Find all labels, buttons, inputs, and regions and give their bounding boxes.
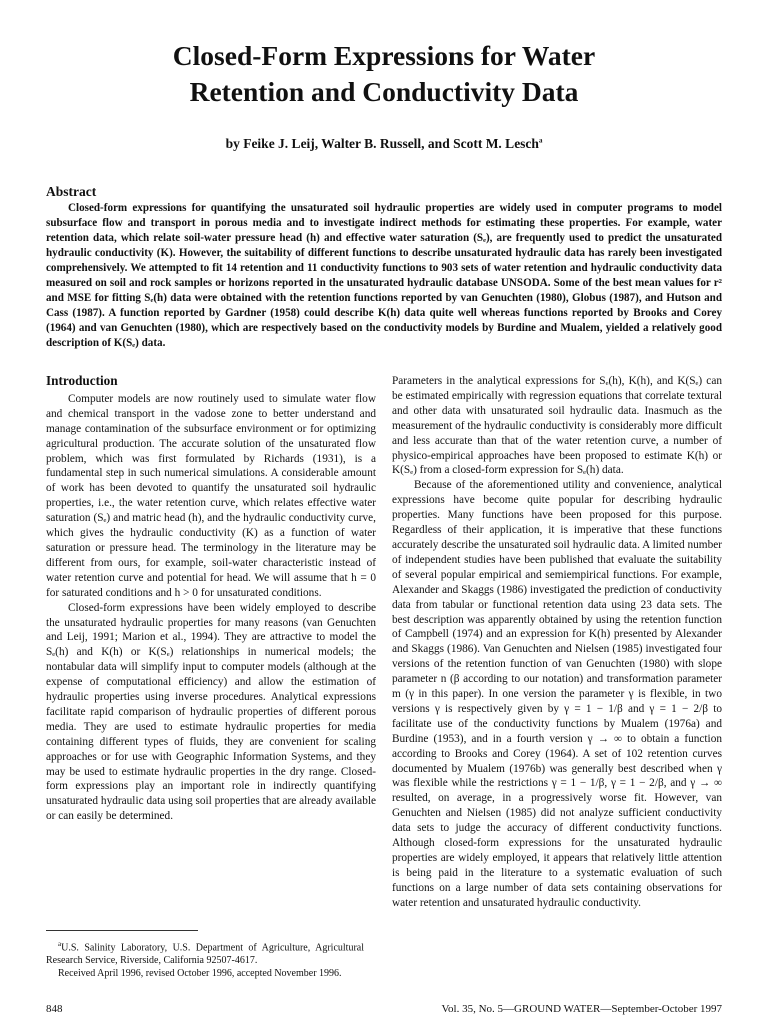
page-number: 848 [46,1003,63,1015]
author-line [0,136,768,152]
journal-citation: Vol. 35, No. 5—GROUND WATER—September-October 1997 [441,1003,722,1015]
right-paragraph-1: Parameters in the analytical expressions for Sₑ(h), K(h), and K(Sₑ) can be estimated empirically with regression equations that correlate textural and other data with unsaturated soil hydraulic data. Inasmuch as the measurement of the hydraulic conductivity is considerably more difficult and less accurate than that of the water retention curve, a number of physico-empirical approaches have been proposed to estimate K(h) or K(Sₑ) from a closed-form expression for Sₑ(h) data. [392,375,722,477]
footnote-block [46,938,364,980]
author-footnote-mark: a [538,136,543,145]
right-column [392,374,722,911]
author-names: by Feike J. Leij, Walter B. Russell, and Scott M. Lesch [225,136,539,151]
title-line-2: Retention and Conductivity Data [189,76,579,107]
footnote-divider [46,930,198,931]
received-dates: Received April 1996, revised October 1996, accepted November 1996. [58,968,342,980]
right-paragraph-2: Because of the aforementioned utility and convenience, analytical expressions have become quite popular for describing hydraulic properties. Many functions have been proposed for this purpose. Regardless of their application, it is imperative that these functions accurately describe the unsaturated soil hydraulic data. A limited number of independent studies have been published that evaluate the suitability of several popular empirical and semiempirical functions. For example, Alexander and Skaggs (1986) investigated the prediction of conductivity data from tabular or functional retention data using 23 data sets. The best description was apparently obtained by using the retention function of Campbell (1974) and an expression for K(h) presented by Alexander and Skaggs (1986). Van Genuchten and Nielsen (1985) investigated four versions of the retention function of van Genuchten (1980) with slope parameter n (β according to our notation) and transformation parameter m (γ in this paper). In one version the parameter γ is flexible, in two versions γ is respectively given by γ = 1 − 1/β and γ = 1 − 2/β to facilitate use of the conductivity functions by Mualem (1976a) and Burdine (1953), and in a fourth version γ → ∞ to obtain a function according to Brooks and Corey (1964). A set of 102 retention curves documented by Mualem (1976b) was generally best described when γ was flexible while the restrictions γ = 1 − 1/β, γ = 1 − 2/β, and γ → ∞ resulted, on average, in a progressively worse fit. However, van Genuchten and Nielsen (1985) did not analyze sufficient conductivity data sets to judge the accuracy of different conductivity functions. Although closed-form expressions for the unsaturated hydraulic properties are widely employed, it appears that relatively little attention is being paid in the literature to a systematic evaluation of such functions on a large number of data sets containing observations for water retention and unsaturated hydraulic conductivity. [392,479,722,909]
affiliation-mark: a [58,940,62,948]
abstract-text: Closed-form expressions for quantifying the unsaturated soil hydraulic properties are widely used in computer programs to model subsurface flow and transport in porous media and to investigate indirect methods for estimating these properties. For example, water retention data, which relate soil-water pressure head (h) and effective water saturation (Sₑ), are frequently used to predict the unsaturated hydraulic conductivity (K). However, the suitability of different functions to describe unsaturated hydraulic data has rarely been investigated comprehensively. We attempted to fit 14 retention and 11 conductivity functions to 903 sets of water retention and hydraulic conductivity data measured on soil and rock samples or horizons reported in the unsaturated hydraulic database UNSODA. Some of the best mean values for r² and MSE for fitting Sₑ(h) data were obtained with the retention functions reported by van Genuchten (1980), Globus (1987), and Hutson and Cass (1987). A function reported by Gardner (1958) could describe K(h) data quite well whereas functions reported by Brooks and Corey (1964) and van Genuchten (1980), which are respectively based on the conductivity models by Burdine and Mualem, yielded a relatively good description of K(Sₑ) data. [46,202,722,349]
affiliation-text: U.S. Salinity Laboratory, U.S. Department of Agriculture, Agricultural Research Service, Riverside, California 92507-4617. [46,942,364,967]
left-paragraph-1: Computer models are now routinely used to simulate water flow and chemical transport in the vadose zone to better understand and manage contamination of the subsurface environment or for optimizing agricultural production. The accurate solution of the unsaturated flow problem, which was first formulated by Richards (1931), is a fundamental step in such numerical simulations. A considerable amount of work has been devoted to quantify the unsaturated soil hydraulic properties, i.e., the water retention curve, which relates effective water saturation (Sₑ) and matric head (h), and the hydraulic conductivity curve, which gives the hydraulic conductivity (K) as a function of water saturation or pressure head. The terminology in the literature may be different from ours, for example, soil-water characteristic instead of water retention curve and potential for head. We will assume that h = 0 for saturated conditions and h > 0 for unsaturated conditions. [46,392,376,599]
left-paragraph-2: Closed-form expressions have been widely employed to describe the unsaturated hydraulic properties for many reasons (van Genuchten and Leij, 1991; Marion et al., 1994). They are attractive to model the Sₑ(h) and K(h) or K(Sₑ) relationships in numerical models; the nontabular data will simplify input to computer models (although at the expense of computational efficiency) and allow the estimation of hydraulic properties using inverse procedures. Analytical expressions facilitate rapid comparison of hydraulic properties of different porous media. They are used to estimate hydraulic properties for media containing different types of fluids, they are convenient for scaling approaches or for use with Geographic Information Systems, and they may be used to estimate hydraulic properties in the dry range. Closed-form expressions play an important role in indirectly quantifying unsaturated hydraulic data using soil properties that are already available or can easily be determined. [46,601,376,823]
title-line-1: Closed-Form Expressions for Water [172,40,596,71]
introduction-heading: Introduction [46,373,118,388]
affiliation-footnote [46,938,364,967]
left-column [46,374,376,824]
paper-title [0,38,768,110]
abstract-heading: Abstract [46,184,97,199]
